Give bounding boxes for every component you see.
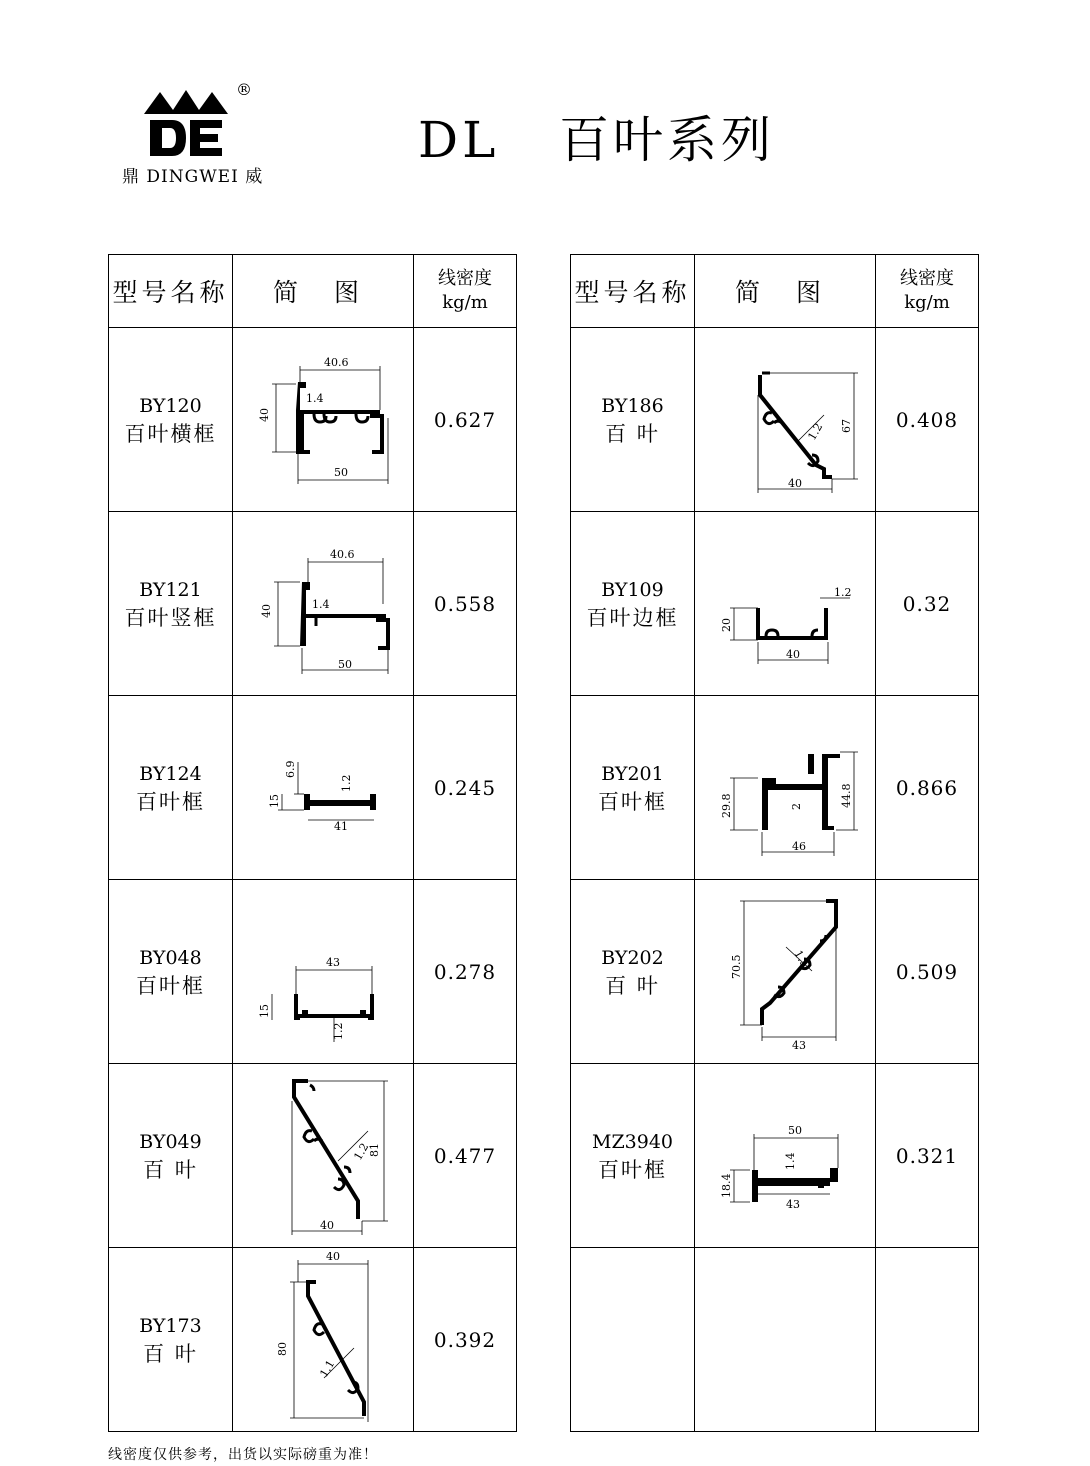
profile-drawing bbox=[233, 880, 414, 1064]
table-row bbox=[571, 328, 979, 512]
dim-label: 50 bbox=[338, 657, 352, 671]
table-row bbox=[109, 512, 517, 696]
dim-label: 1.2 bbox=[332, 1022, 345, 1040]
product-code: BY049 bbox=[139, 1130, 202, 1153]
profile-drawing bbox=[695, 328, 876, 512]
table-row bbox=[571, 696, 979, 880]
table-row bbox=[571, 512, 979, 696]
product-name-cell bbox=[571, 696, 695, 880]
product-name-cell bbox=[109, 1248, 233, 1432]
product-name-cell bbox=[571, 880, 695, 1064]
footnote: 线密度仅供参考，出货以实际磅重为准！ bbox=[108, 1447, 378, 1463]
product-name-cell bbox=[571, 512, 695, 696]
header-density-unit: kg/m bbox=[904, 292, 950, 313]
product-name: 百叶横框 bbox=[124, 421, 217, 446]
product-name-cell bbox=[109, 512, 233, 696]
dim-label: 43 bbox=[792, 1038, 806, 1052]
profile-drawing bbox=[695, 1064, 876, 1248]
density-value: 0.477 bbox=[414, 1064, 517, 1248]
table-row bbox=[109, 1248, 517, 1432]
page-title: DL 百叶系列 bbox=[418, 111, 775, 169]
dim-label: 1.5 bbox=[791, 947, 812, 970]
density-value: 0.32 bbox=[876, 512, 979, 696]
dim-label: 40.6 bbox=[324, 355, 349, 369]
product-code: BY202 bbox=[601, 946, 664, 969]
dim-label: 40 bbox=[320, 1218, 334, 1232]
header-density-unit: kg/m bbox=[442, 292, 488, 313]
dim-label: 1.1 bbox=[317, 1357, 338, 1380]
density-value: 0.866 bbox=[876, 696, 979, 880]
dim-label: 6.9 bbox=[284, 760, 297, 778]
dim-label: 41 bbox=[334, 819, 348, 833]
dim-label: 43 bbox=[326, 955, 340, 969]
header-density bbox=[414, 255, 517, 328]
table-row bbox=[109, 696, 517, 880]
header-density bbox=[876, 255, 979, 328]
dim-label: 29.8 bbox=[720, 793, 733, 818]
product-code: BY201 bbox=[601, 762, 664, 785]
registered-mark: ® bbox=[236, 80, 252, 99]
product-name: 百叶边框 bbox=[586, 605, 679, 630]
profile-drawing bbox=[695, 1248, 876, 1432]
product-name: 百叶框 bbox=[598, 1157, 667, 1182]
dim-label: 1.2 bbox=[351, 1140, 372, 1162]
product-name-cell bbox=[571, 328, 695, 512]
header-figure: 简 图 bbox=[233, 255, 414, 328]
product-name-cell bbox=[571, 1248, 695, 1432]
product-name: 百 叶 bbox=[143, 1157, 198, 1182]
dim-label: 80 bbox=[276, 1342, 289, 1356]
dim-label: 1.2 bbox=[340, 774, 353, 792]
dim-label: 1.2 bbox=[834, 585, 852, 599]
header-density-label: 线密度 bbox=[438, 268, 492, 289]
profile-drawing bbox=[233, 328, 414, 512]
dim-label: 1.4 bbox=[306, 391, 324, 405]
density-value: 0.509 bbox=[876, 880, 979, 1064]
density-value bbox=[876, 1248, 979, 1432]
product-name: 百 叶 bbox=[143, 1341, 198, 1366]
product-name: 百 叶 bbox=[605, 421, 660, 446]
dim-label: 1.2 bbox=[805, 420, 826, 442]
dim-label: 67 bbox=[840, 418, 853, 433]
profile-drawing bbox=[695, 880, 876, 1064]
product-code: BY173 bbox=[139, 1314, 202, 1337]
product-name: 百叶框 bbox=[136, 973, 205, 998]
spec-table-left bbox=[108, 254, 517, 1432]
product-code: BY121 bbox=[139, 578, 202, 601]
dim-label: 1.4 bbox=[784, 1152, 797, 1170]
dim-label: 15 bbox=[258, 1003, 271, 1018]
dim-label: 40 bbox=[788, 476, 802, 490]
dim-label: 15 bbox=[268, 793, 281, 808]
table-row bbox=[109, 328, 517, 512]
dim-label: 44.8 bbox=[840, 783, 853, 808]
product-name-cell bbox=[109, 880, 233, 1064]
table-row bbox=[571, 1064, 979, 1248]
dim-label: 18.4 bbox=[720, 1173, 733, 1198]
profile-drawing bbox=[695, 696, 876, 880]
dim-label: 40.6 bbox=[330, 547, 355, 561]
dim-label: 46 bbox=[792, 839, 806, 853]
dim-label: 70.5 bbox=[730, 954, 743, 979]
dim-label: 2 bbox=[790, 802, 803, 810]
dim-label: 50 bbox=[334, 465, 348, 479]
product-code: MZ3940 bbox=[591, 1130, 673, 1153]
table-header-row bbox=[109, 255, 517, 328]
profile-drawing bbox=[233, 512, 414, 696]
header-density-label: 线密度 bbox=[900, 268, 954, 289]
product-name-cell bbox=[571, 1064, 695, 1248]
product-name-cell bbox=[109, 696, 233, 880]
product-code: BY048 bbox=[139, 946, 202, 969]
product-code: BY186 bbox=[601, 394, 664, 417]
table-row bbox=[109, 880, 517, 1064]
product-name: 百叶框 bbox=[598, 789, 667, 814]
table-row bbox=[571, 1248, 979, 1432]
dim-label: 43 bbox=[786, 1197, 800, 1211]
table-header-row bbox=[571, 255, 979, 328]
product-name-cell bbox=[109, 328, 233, 512]
header-name: 型号名称 bbox=[571, 255, 695, 328]
header-figure: 简 图 bbox=[695, 255, 876, 328]
product-name: 百叶竖框 bbox=[124, 605, 217, 630]
product-code: BY124 bbox=[139, 762, 202, 785]
dim-label: 81 bbox=[368, 1142, 381, 1157]
profile-drawing bbox=[233, 1064, 414, 1248]
dim-label: 40 bbox=[258, 407, 271, 422]
density-value: 0.408 bbox=[876, 328, 979, 512]
dim-label: 40 bbox=[260, 603, 273, 618]
de-logo-icon bbox=[144, 84, 234, 159]
table-row bbox=[571, 880, 979, 1064]
dim-label: 40 bbox=[326, 1252, 340, 1263]
product-name: 百 叶 bbox=[605, 973, 660, 998]
dim-label: 50 bbox=[788, 1123, 802, 1137]
spec-table-right bbox=[570, 254, 979, 1432]
density-value: 0.278 bbox=[414, 880, 517, 1064]
density-value: 0.392 bbox=[414, 1248, 517, 1432]
product-name: 百叶框 bbox=[136, 789, 205, 814]
product-name-cell bbox=[109, 1064, 233, 1248]
profile-drawing bbox=[233, 1248, 414, 1432]
dim-label: 20 bbox=[720, 617, 733, 632]
density-value: 0.321 bbox=[876, 1064, 979, 1248]
header-name: 型号名称 bbox=[109, 255, 233, 328]
density-value: 0.245 bbox=[414, 696, 517, 880]
product-code: BY109 bbox=[601, 578, 664, 601]
dim-label: 40 bbox=[786, 647, 800, 661]
profile-drawing bbox=[695, 512, 876, 696]
company-logo bbox=[118, 80, 278, 190]
density-value: 0.558 bbox=[414, 512, 517, 696]
product-code: BY120 bbox=[139, 394, 202, 417]
brand-name: 鼎 DINGWEI 威 bbox=[122, 167, 264, 187]
table-row bbox=[109, 1064, 517, 1248]
density-value: 0.627 bbox=[414, 328, 517, 512]
dim-label: 1.4 bbox=[312, 597, 330, 611]
profile-drawing bbox=[233, 696, 414, 880]
